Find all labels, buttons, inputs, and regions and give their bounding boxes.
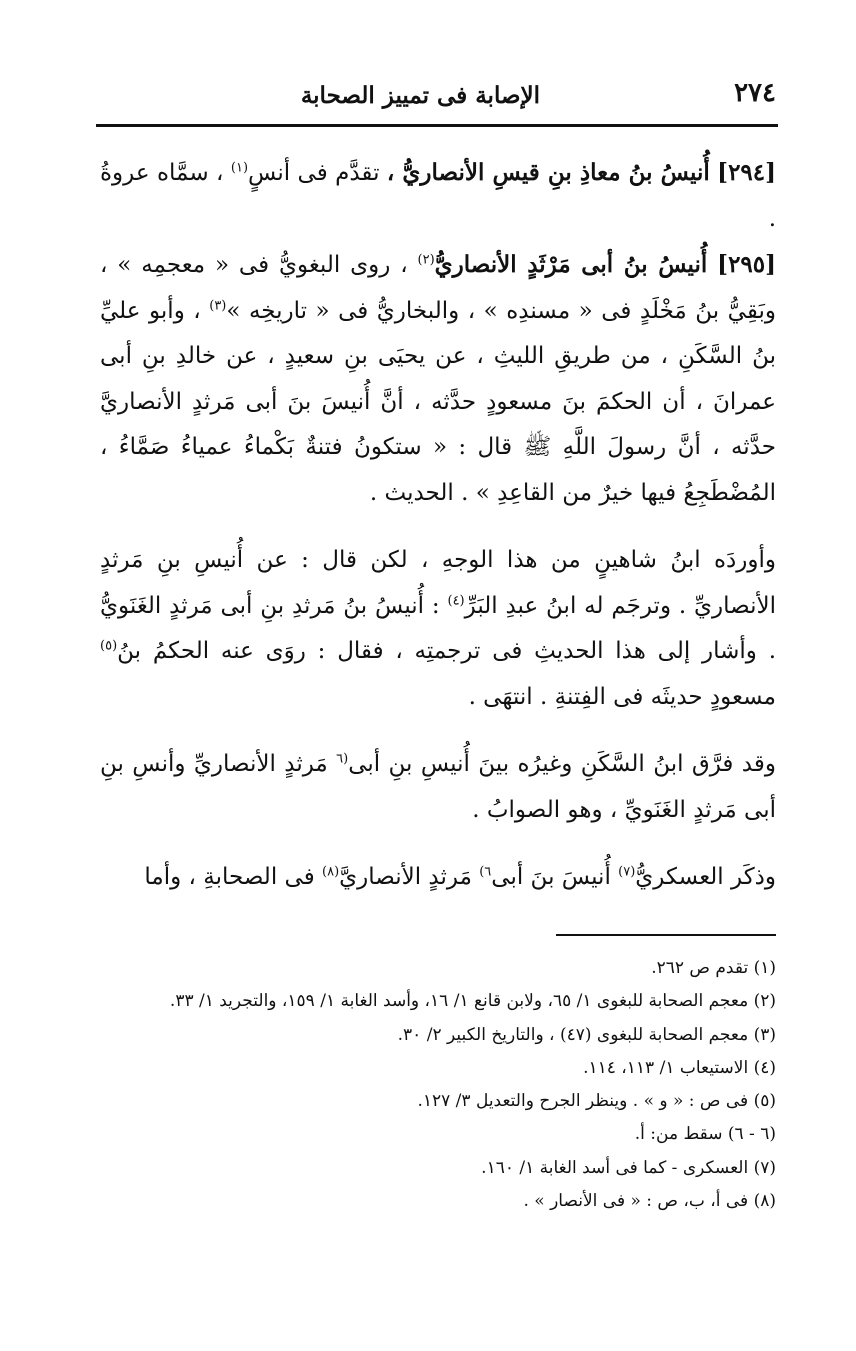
footnote-marker: (٥) xyxy=(100,638,118,654)
entry-text: تقدَّم فى أنسٍ xyxy=(248,160,387,186)
entry-295 xyxy=(100,242,776,516)
paragraph-text: فى الصحابةِ ، وأما xyxy=(144,864,322,890)
paragraph-text: مَرثدٍ الأنصاريَّ xyxy=(339,864,480,890)
paragraph-text: وذكَر العسكريُّ xyxy=(635,864,776,890)
paragraph-text: أُنيسَ بنَ أبى xyxy=(491,864,619,890)
entry-294 xyxy=(100,150,776,242)
footnote: (٨) فى أ، ب، ص : « فى الأنصار » . xyxy=(523,1191,776,1212)
footnote-marker: (٦ xyxy=(336,751,349,767)
page-header xyxy=(96,78,776,118)
footnote: (٤) الاستيعاب ١/ ١١٣، ١١٤. xyxy=(583,1057,776,1078)
entry-text: ، وأبو عليِّ بنُ السَّكَنِ ، من طريقِ الليثِ ، عن يحيَى بنِ سعيدٍ ، عن خالدِ بنِ أبى عمرانَ ، أن الحكمَ بنَ مسعودٍ حدَّثه ، أنَّ أُنيسَ بنَ أبى مَرثدٍ الأنصاريَّ حدَّثه ، أنَّ رسولَ اللَّهِ ﷺ قال : « ستكونُ فتنةٌ بَكْماءُ عمياءُ صَمَّاءُ ، المُضْطَجِعُ فيها خيرٌ من القاعِدِ » . الحديث . xyxy=(100,297,776,506)
running-title: الإصابة فى تمييز الصحابة xyxy=(300,82,540,109)
footnote-rule xyxy=(556,934,776,936)
footnote-marker: (٣) xyxy=(209,297,227,313)
paragraph xyxy=(100,538,776,720)
footnote: (٢) معجم الصحابة للبغوى ١/ ٦٥، ولابن قانع ١/ ١٦، وأسد الغابة ١/ ١٥٩، والتجريد ١/ ٣٣. xyxy=(169,991,776,1012)
paragraph-text: وأوردَه ابنُ شاهينٍ من هذا الوجهِ ، لكن قال : عن أُنيسِ بنِ مَرثدٍ الأنصاريِّ . وترجَم له ابنُ عبدِ البَرِّ xyxy=(100,547,776,619)
entry-name: أُنيسُ بنُ أبى مَرْثَدٍ الأنصاريُّ xyxy=(434,251,708,278)
paragraph-text: مسعودٍ حديثَه فى الفِتنةِ . انتهَى . xyxy=(468,683,776,710)
paragraph-text: مَرثدٍ الأنصاريِّ وأنسِ بنِ أبى مَرثدٍ الغَنَويِّ ، وهو الصوابُ . xyxy=(100,751,776,823)
footnote: (٣) معجم الصحابة للبغوى (٤٧) ، والتاريخ الكبير ٢/ ٣٠. xyxy=(397,1024,776,1045)
entry-name: أُنيسُ بنُ معاذِ بنِ قيسِ الأنصاريُّ ، xyxy=(386,159,710,186)
footnote-marker: (٧) xyxy=(618,864,636,880)
paragraph-text: وقد فرَّق ابنُ السَّكَنِ وغيرُه بينَ أُنيسِ بنِ أبى xyxy=(348,751,776,777)
footnote: (٦ - ٦) سقط من: أ. xyxy=(634,1124,776,1145)
entry-number: [٢٩٥] xyxy=(717,251,777,278)
entry-number: [٢٩٤] xyxy=(717,159,777,186)
paragraph xyxy=(100,855,776,901)
footnote-marker: (٤) xyxy=(447,592,465,608)
paragraph xyxy=(100,742,776,833)
footnote-marker: (٢) xyxy=(417,252,435,268)
page-number: ٢٧٤ xyxy=(734,78,776,108)
footnote-marker: (١) xyxy=(230,160,249,176)
entry-text: ، روى البغويُّ فى « معجمِه » ، وبَقِيُّ بنُ مَخْلَدٍ فى « مسندِه » ، والبخاريُّ فى « تاريخِه » xyxy=(100,252,776,324)
main-text xyxy=(100,150,776,901)
footnote: (٥) فى ص : « و » . وينظر الجرح والتعديل ٣/ ١٢٧. xyxy=(417,1091,776,1112)
paragraph-text: : أُنيسُ بنُ مَرثدِ بنِ أبى مَرثدٍ الغَنَويُّ . وأشار إلى هذا الحديثِ فى ترجمتِه ، فقال : روَى عنه الحكمُ بنُ xyxy=(100,592,776,664)
footnote: (٧) العسكرى - كما فى أسد الغابة ١/ ١٦٠. xyxy=(481,1157,776,1178)
header-rule xyxy=(96,124,778,127)
footnote-marker: ٦) xyxy=(479,864,492,880)
footnote-marker: (٨) xyxy=(322,864,340,880)
entry-text: ، سمَّاه عروةُ . xyxy=(100,160,776,232)
footnote: (١) تقدم ص ٢٦٢. xyxy=(651,958,776,978)
footnotes xyxy=(110,952,776,1218)
